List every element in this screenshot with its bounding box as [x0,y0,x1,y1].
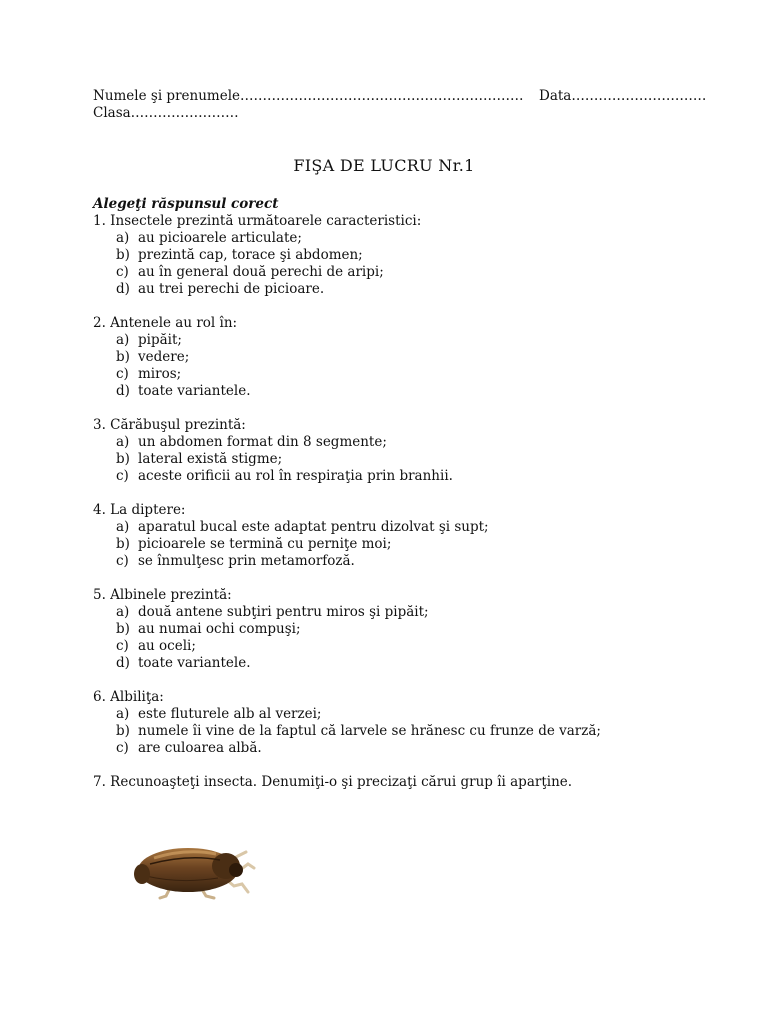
answer-option [93,638,693,655]
beetle-image [130,834,260,904]
option-text: au trei perechi de picioare. [138,281,325,297]
option-text: aparatul bucal este adaptat pentru dizolvat şi supt; [138,519,489,535]
answer-option [93,332,693,349]
answer-option [93,706,693,723]
option-text: miros; [138,366,182,382]
option-letter: d) [116,655,130,671]
option-text: prezintă cap, torace şi abdomen; [138,247,363,263]
option-letter: a) [116,706,130,722]
option-letter: a) [116,519,130,535]
answer-option [93,451,693,468]
option-text: au în general două perechi de aripi; [138,264,384,280]
option-text: au picioarele articulate; [138,230,302,246]
option-text: se înmulţesc prin metamorfoză. [138,553,355,569]
option-text: vedere; [138,349,190,365]
option-text: aceste orificii au rol în respiraţia prin branhii. [138,468,453,484]
option-letter: c) [116,740,129,756]
option-text: au numai ochi compuşi; [138,621,301,637]
option-letter: c) [116,366,129,382]
option-text: două antene subţiri pentru miros şi pipăit; [138,604,429,620]
question-text: 5. Albinele prezintă: [93,587,232,603]
worksheet-title: FIŞA DE LUCRU Nr.1 [293,156,475,175]
question-2 [93,315,693,400]
option-letter: d) [116,281,130,297]
question-text: 6. Albiliţa: [93,689,164,705]
answer-option [93,604,693,621]
answer-option [93,468,693,485]
answer-option [93,281,693,298]
option-letter: b) [116,247,130,263]
class-field-label: Clasa…………………… [93,105,239,121]
answer-option [93,621,693,638]
option-text: toate variantele. [138,655,251,671]
question-text: 7. Recunoaşteţi insecta. Denumiţi-o şi precizaţi cărui grup îi aparţine. [93,774,573,790]
questions-section [93,196,693,808]
answer-option [93,723,693,740]
option-letter: c) [116,468,129,484]
option-letter: b) [116,536,130,552]
beetle-icon [130,834,260,904]
question-3 [93,417,693,485]
question-7 [93,774,693,791]
question-text: 2. Antenele au rol în: [93,315,238,331]
option-letter: b) [116,621,130,637]
answer-option [93,536,693,553]
option-letter: b) [116,723,130,739]
question-list [93,213,693,791]
option-letter: c) [116,264,129,280]
option-text: are culoarea albă. [138,740,262,756]
option-letter: b) [116,349,130,365]
date-field-label: Data………………………… [539,88,707,104]
answer-option [93,655,693,672]
option-text: este fluturele alb al verzei; [138,706,322,722]
option-letter: a) [116,332,130,348]
answer-option [93,247,693,264]
option-text: toate variantele. [138,383,251,399]
question-6 [93,689,693,757]
answer-option [93,383,693,400]
option-text: picioarele se termină cu perniţe moi; [138,536,392,552]
option-text: au oceli; [138,638,196,654]
answer-option [93,366,693,383]
option-text: numele îi vine de la faptul că larvele se hrănesc cu frunze de varză; [138,723,601,739]
question-5 [93,587,693,672]
option-letter: a) [116,604,130,620]
answer-option [93,264,693,281]
instruction-heading: Alegeţi răspunsul corect [93,196,279,212]
question-1 [93,213,693,298]
answer-option [93,230,693,247]
answer-option [93,434,693,451]
option-letter: a) [116,230,130,246]
option-text: un abdomen format din 8 segmente; [138,434,387,450]
question-text: 1. Insectele prezintă următoarele caracteristici: [93,213,422,229]
question-4 [93,502,693,570]
option-text: pipăit; [138,332,182,348]
question-text: 4. La diptere: [93,502,186,518]
option-letter: b) [116,451,130,467]
option-text: lateral există stigme; [138,451,283,467]
answer-option [93,553,693,570]
question-text: 3. Cărăbuşul prezintă: [93,417,246,433]
answer-option [93,349,693,366]
option-letter: a) [116,434,130,450]
name-field-label: Numele şi prenumele……………………………………………………… [93,88,524,104]
option-letter: c) [116,553,129,569]
answer-option [93,519,693,536]
option-letter: d) [116,383,130,399]
answer-option [93,740,693,757]
option-letter: c) [116,638,129,654]
